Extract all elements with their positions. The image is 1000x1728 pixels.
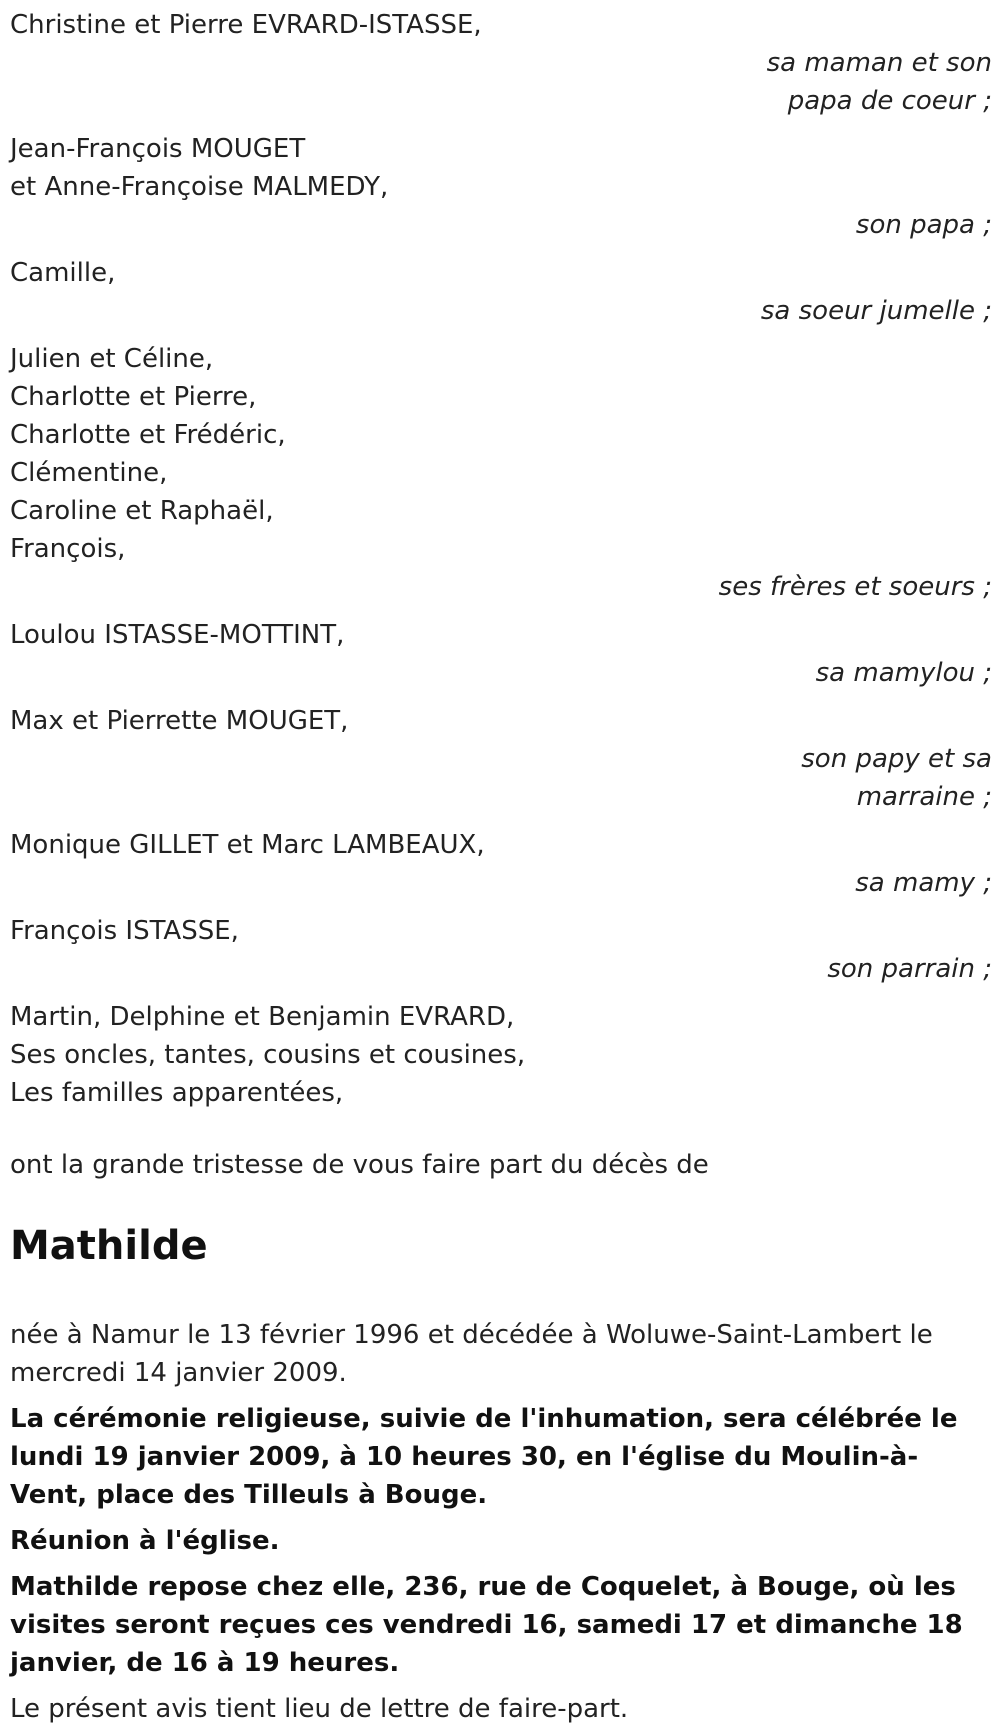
family-relation: sa mamy ; [855, 868, 992, 898]
family-name-line: Les familles apparentées, [10, 1078, 344, 1108]
family-name-line: Christine et Pierre EVRARD-ISTASSE, [10, 10, 482, 40]
death-notice [10, 6, 992, 1728]
family-names [10, 912, 992, 950]
family-relation: ses frères et soeurs ; [718, 572, 992, 602]
family-name-line: Martin, Delphine et Benjamin EVRARD, [10, 1002, 515, 1032]
family-relation: sa mamylou ; [815, 658, 992, 688]
deceased-name: Mathilde [10, 1223, 208, 1269]
family-name-line: François ISTASSE, [10, 916, 239, 946]
family-name-line: Ses oncles, tantes, cousins et cousines, [10, 1040, 526, 1070]
family-group [10, 254, 992, 330]
family-name-line: Charlotte et Frédéric, [10, 420, 286, 450]
family-names [10, 254, 992, 292]
family-relation: son parrain ; [827, 954, 992, 984]
family-group [10, 6, 992, 120]
family-group [10, 130, 992, 244]
family-name-line: Loulou ISTASSE-MOTTINT, [10, 620, 345, 650]
birth-death-details: née à Namur le 13 février 1996 et décédée à Woluwe-Saint-Lambert le mercredi 14 janvier 2009. [10, 1320, 933, 1388]
family-relation: sa maman et son papa de coeur ; [766, 48, 992, 116]
family-names [10, 340, 992, 568]
family-name-line: et Anne-Françoise MALMEDY, [10, 172, 389, 202]
family-name-line: François, [10, 534, 126, 564]
family-group [10, 616, 992, 692]
family-name-line: Caroline et Raphaël, [10, 496, 274, 526]
family-names [10, 130, 992, 206]
family-group [10, 826, 992, 902]
meeting-details: Réunion à l'église. [10, 1526, 280, 1556]
closing-note: Le présent avis tient lieu de lettre de faire-part. [10, 1694, 629, 1724]
family-relation: son papa ; [855, 210, 992, 240]
family-names [10, 616, 992, 654]
family-name-line: Camille, [10, 258, 116, 288]
family-group [10, 912, 992, 988]
family-group [10, 998, 992, 1112]
announcement-intro: ont la grande tristesse de vous faire part du décès de [10, 1150, 709, 1180]
family-relation: son papy et sa marraine ; [801, 744, 992, 812]
family-names [10, 702, 992, 740]
family-relation: sa soeur jumelle ; [760, 296, 992, 326]
family-name-line: Monique GILLET et Marc LAMBEAUX, [10, 830, 485, 860]
family-name-line: Charlotte et Pierre, [10, 382, 257, 412]
family-name-line: Clémentine, [10, 458, 168, 488]
family-names [10, 826, 992, 864]
ceremony-details: La cérémonie religieuse, suivie de l'inhumation, sera célébrée le lundi 19 janvier 2009, à 10 heures 30, en l'église du Moulin-à-Vent, place des Tilleuls à Bouge. [10, 1404, 958, 1510]
family-group [10, 340, 992, 606]
family-names [10, 6, 992, 44]
family-name-line: Jean-François MOUGET [10, 134, 306, 164]
family-names [10, 998, 992, 1112]
family-name-line: Max et Pierrette MOUGET, [10, 706, 349, 736]
family-name-line: Julien et Céline, [10, 344, 214, 374]
visit-details: Mathilde repose chez elle, 236, rue de Coquelet, à Bouge, où les visites seront reçues ces vendredi 16, samedi 17 et dimanche 18 janvier, de 16 à 19 heures. [10, 1572, 963, 1678]
family-group [10, 702, 992, 816]
